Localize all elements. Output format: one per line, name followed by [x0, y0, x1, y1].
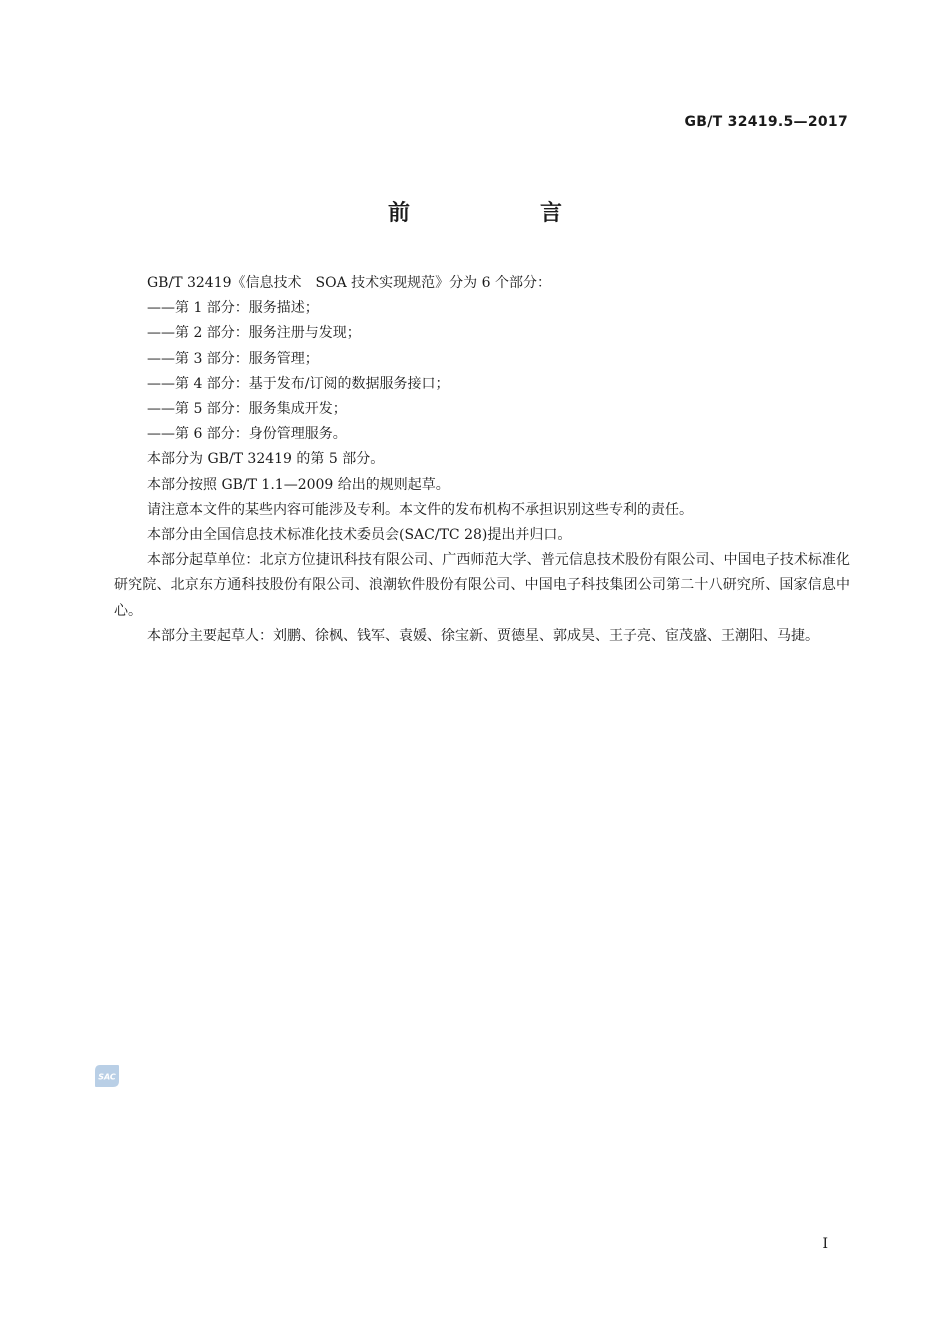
list-item-part-2: ——第 2 部分：服务注册与发现； — [147, 325, 361, 342]
foreword-body — [114, 271, 850, 649]
list-item-part-4: ——第 4 部分：基于发布/订阅的数据服务接口； — [147, 375, 450, 392]
standard-code: GB/T 32419.5—2017 — [684, 114, 848, 130]
paragraph-parts-intro: GB/T 32419《信息技术 SOA 技术实现规范》分为 6 个部分： — [147, 275, 551, 291]
paragraph-drafters: 本部分主要起草人：刘鹏、徐枫、钱军、袁媛、徐宝新、贾德星、郭成昊、王子亮、宦茂盛、王潮阳、马捷。 — [147, 627, 819, 644]
page-number: I — [822, 1236, 828, 1252]
paragraph-drafting-rules: 本部分按照 GB/T 1.1—2009 给出的规则起草。 — [147, 476, 450, 493]
sac-logo-watermark — [94, 1064, 120, 1088]
paragraph-this-part: 本部分为 GB/T 32419 的第 5 部分。 — [147, 451, 385, 468]
page-title: 前 言 — [387, 201, 616, 226]
list-item-part-5: ——第 5 部分：服务集成开发； — [147, 401, 347, 418]
list-item-part-6: ——第 6 部分：身份管理服务。 — [147, 426, 347, 443]
paragraph-patent-notice: 请注意本文件的某些内容可能涉及专利。本文件的发布机构不承担识别这些专利的责任。 — [147, 501, 693, 518]
paragraph-proposer: 本部分由全国信息技术标准化技术委员会(SAC/TC 28)提出并归口。 — [147, 527, 572, 544]
paragraph-drafting-units: 本部分起草单位：北京方位捷讯科技有限公司、广西师范大学、普元信息技术股份有限公司、中国电子技术标准化研究院、北京东方通科技股份有限公司、浪潮软件股份有限公司、中国电子科技集团公司第二十八研究所、国家信息中心。 — [114, 552, 850, 619]
list-item-part-1: ——第 1 部分：服务描述； — [147, 300, 319, 317]
sac-logo-text: SAC — [98, 1072, 116, 1082]
list-item-part-3: ——第 3 部分：服务管理； — [147, 350, 319, 367]
